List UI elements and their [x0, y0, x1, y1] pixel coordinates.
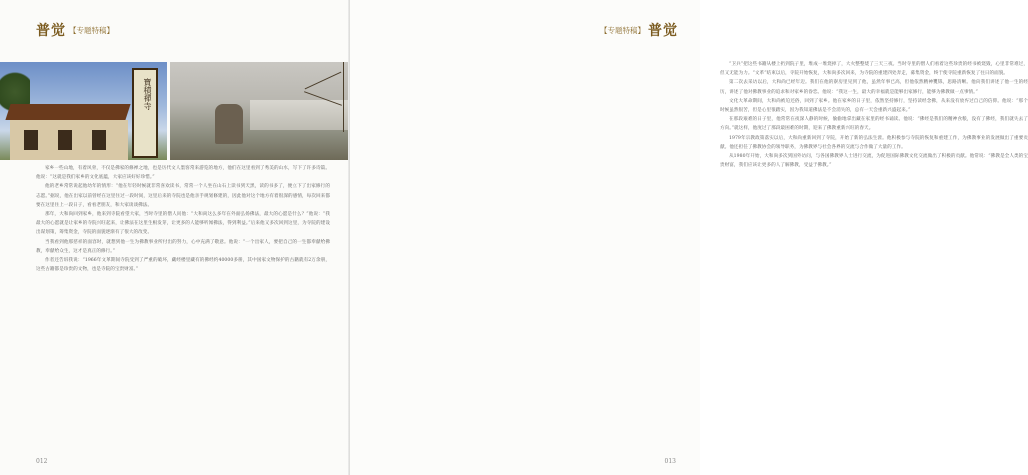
right-page-header: [600, 20, 678, 40]
section-tag: 【专题特稿】: [69, 25, 114, 35]
paragraph: 在那段艰难的日子里，他常常在夜深人静的时候，偷偷地拿出藏在家里的经书诵读。他说：“佛经是我们的精神食粮，没有了佛经，我们就失去了方向。”就这样，他度过了那段最困难的时期，迎来了佛教重新兴旺的春天。: [720, 117, 1028, 132]
temple-wall: [10, 120, 128, 160]
window: [58, 130, 72, 150]
temple-gate-photo: [0, 62, 167, 160]
paragraph: 作者还告诉我说：“1966年文革期间寺院受到了严重的破坏，藏经楼里藏有的佛经约40000多册，其中国家文物保护的古籍就有2万余册，这些古籍都是珍贵的文物，也是寺院的宝贵财富。”: [36, 258, 330, 273]
stone-lion: [215, 104, 243, 144]
left-text-column: [36, 164, 330, 274]
hilltop-view-photo: [170, 62, 350, 160]
page-number: 012: [36, 458, 48, 465]
plaque-text: 寶積禪寺: [143, 78, 152, 110]
photo-strip: [0, 62, 350, 160]
magazine-logo: 普觉: [648, 23, 678, 39]
page-number: 013: [664, 458, 676, 465]
temple-roof: [5, 104, 130, 120]
magazine-logo: 普觉: [36, 23, 66, 39]
paragraph: 他的老乡常常说起他幼年的情形：“他在年轻时候就非常喜欢读书，常常一个人坐在山石上读书到天黑，读的书多了，便立下了出家修行的志愿。”据说，他在出家以前曾经在这里住过一段时间，这里后来的寺院也是他亲手规划修建的，因此他对这个地方有着很深的感情，每次回来都要在这里住上一段日子，看看老朋友，和大家谈谈佛法。: [36, 184, 330, 208]
paragraph: “卫兵”把这些书籍从楼上扔到院子里，堆成一堆烧掉了，大火整整烧了三天三夜。当时寺里的僧人们看着这些珍贵的经书被烧毁，心里非常难过，但又无能为力。“文革”结束以后，寺院开始恢复，大和尚多次回来，为寺院的重建四处奔走，募集资金，终于使寺院重新恢复了往日的面貌。: [720, 62, 1028, 77]
paragraph: 文化大革命期间，大和尚被迫还俗，回到了家乡。他在家乡的日子里，依然坚持修行，坚持读经念佛，从来没有放弃过自己的信仰。他说：“那个时候虽然很苦，但是心里很踏实，因为我知道佛法是不会消失的，总有一天会重新兴盛起来。”: [720, 98, 1028, 114]
bare-tree: [284, 62, 344, 132]
right-text-column: [720, 60, 1028, 170]
paragraph: 1979年宗教政策落实以后，大和尚重新回到了寺院，开始了新的弘法生涯。他积极参与寺院的恢复和重建工作，为佛教事业的发展做出了重要贡献。他还担任了佛教协会的领导职务，为佛教界与社会各界的交流与合作做了大量的工作。: [720, 135, 1028, 150]
left-page-header: [36, 20, 114, 40]
paragraph: 当我看到他那慈祥的面容时，就想到他一生为佛教事业所付出的努力，心中充满了敬意。他说：“一个出家人，要把自己的一生都奉献给佛教，奉献给众生，这才是真正的修行。”: [36, 239, 330, 254]
paragraph: 第二次去采访以后，大和尚已经年迈。我们在他的寮房里见到了他，虽然年事已高，但他依然精神矍铄，思路清晰。他向我们讲述了他一生的经历，讲述了他对佛教事业的追求和对家乡的眷恋。他说：“我这一生，最大的幸福就是能够出家修行，能够为佛教做一点事情。”: [720, 80, 1028, 95]
section-tag: 【专题特稿】: [600, 25, 645, 35]
paragraph: 从1980年开始，大和尚多次到国外访问，与各国佛教界人士进行交流，为促进国际佛教文化交流做出了积极的贡献。他常说：“佛教是全人类的宝贵财富，我们应该让更多的人了解佛教，受益于佛教。”: [720, 154, 1028, 169]
window: [92, 130, 106, 150]
window: [24, 130, 38, 150]
right-page: [350, 0, 1028, 475]
paragraph: 家乡一些山地，有着风骨，不仅是佛家的修禅之地，也是历代文人墨客常来游览的地方，他们在这里看到了秀美的山水，写下了许多诗篇。他说：“这就是我们家乡的文化底蕴，大家应该好好珍惜。”: [36, 166, 330, 181]
left-page: [0, 0, 350, 475]
paragraph: 那年，大和尚回到家乡，他来到寺院看望大家，当时寺里的僧人问他：“大和尚这么多年在外面弘扬佛法，最大的心愿是什么？”他说：“我最大的心愿就是让家乡的寺院兴旺起来，让佛法在这里生根发芽，让更多的人能够听闻佛法，得到利益。”后来他又多次回到这里，为寺院的建设出谋划策，筹集资金，寺院的面貌逐渐有了很大的改变。: [36, 212, 330, 236]
temple-plaque: [132, 68, 158, 158]
